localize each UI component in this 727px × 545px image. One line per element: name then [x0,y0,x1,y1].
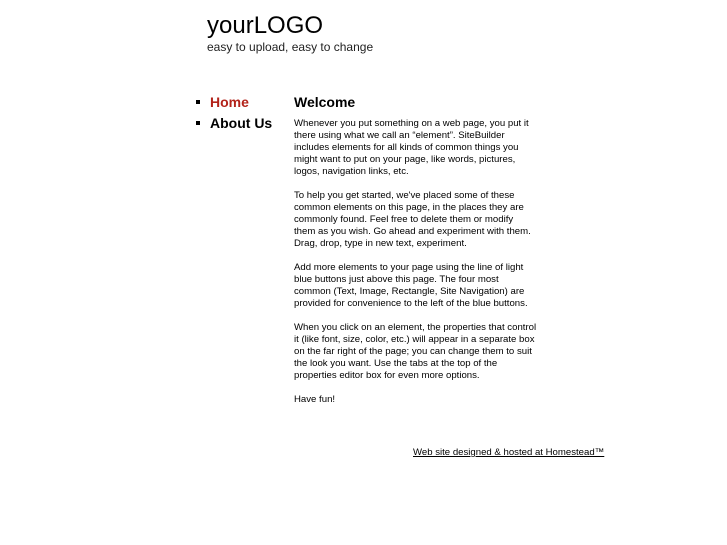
paragraph-elements: Whenever you put something on a web page, you put it there using what we call an “element”. SiteBuilder includes elements for all kinds of common things you might want to put on your page, like words, pictures, logos, navigation links, etc. [294,118,529,177]
tagline: easy to upload, easy to change [207,40,374,54]
main-content [294,94,537,418]
bullet-icon [196,121,200,125]
footer-homestead-link[interactable]: Web site designed & hosted at Homestead™ [413,447,605,458]
nav-link-about-us[interactable]: About Us [210,115,273,131]
paragraph-have-fun: Have fun! [294,394,336,405]
paragraph-properties: When you click on an element, the properties that control it (like font, size, color, etc.) will appear in a separate box on the far right of the page; you can change them to suit the look you want. Use the tabs at the top of the properties editor box for even more options. [294,322,537,381]
bullet-icon [196,100,200,104]
page-title: Welcome [294,94,356,110]
paragraph-add-elements: Add more elements to your page using the line of light blue buttons just above this page. The four most common (Text, Image, Rectangle, Site Navigation) are provided for convenience to the left of the blue buttons. [294,262,528,309]
paragraph-getting-started: To help you get started, we've placed some of these common elements on this page, in the places they are commonly found. Feel free to delete them or modify them as you wish. Go ahead and experiment with them. Drag, drop, type in new text, experiment. [294,190,531,249]
nav-link-home[interactable]: Home [210,94,249,110]
logo-text: yourLOGO [207,12,324,39]
